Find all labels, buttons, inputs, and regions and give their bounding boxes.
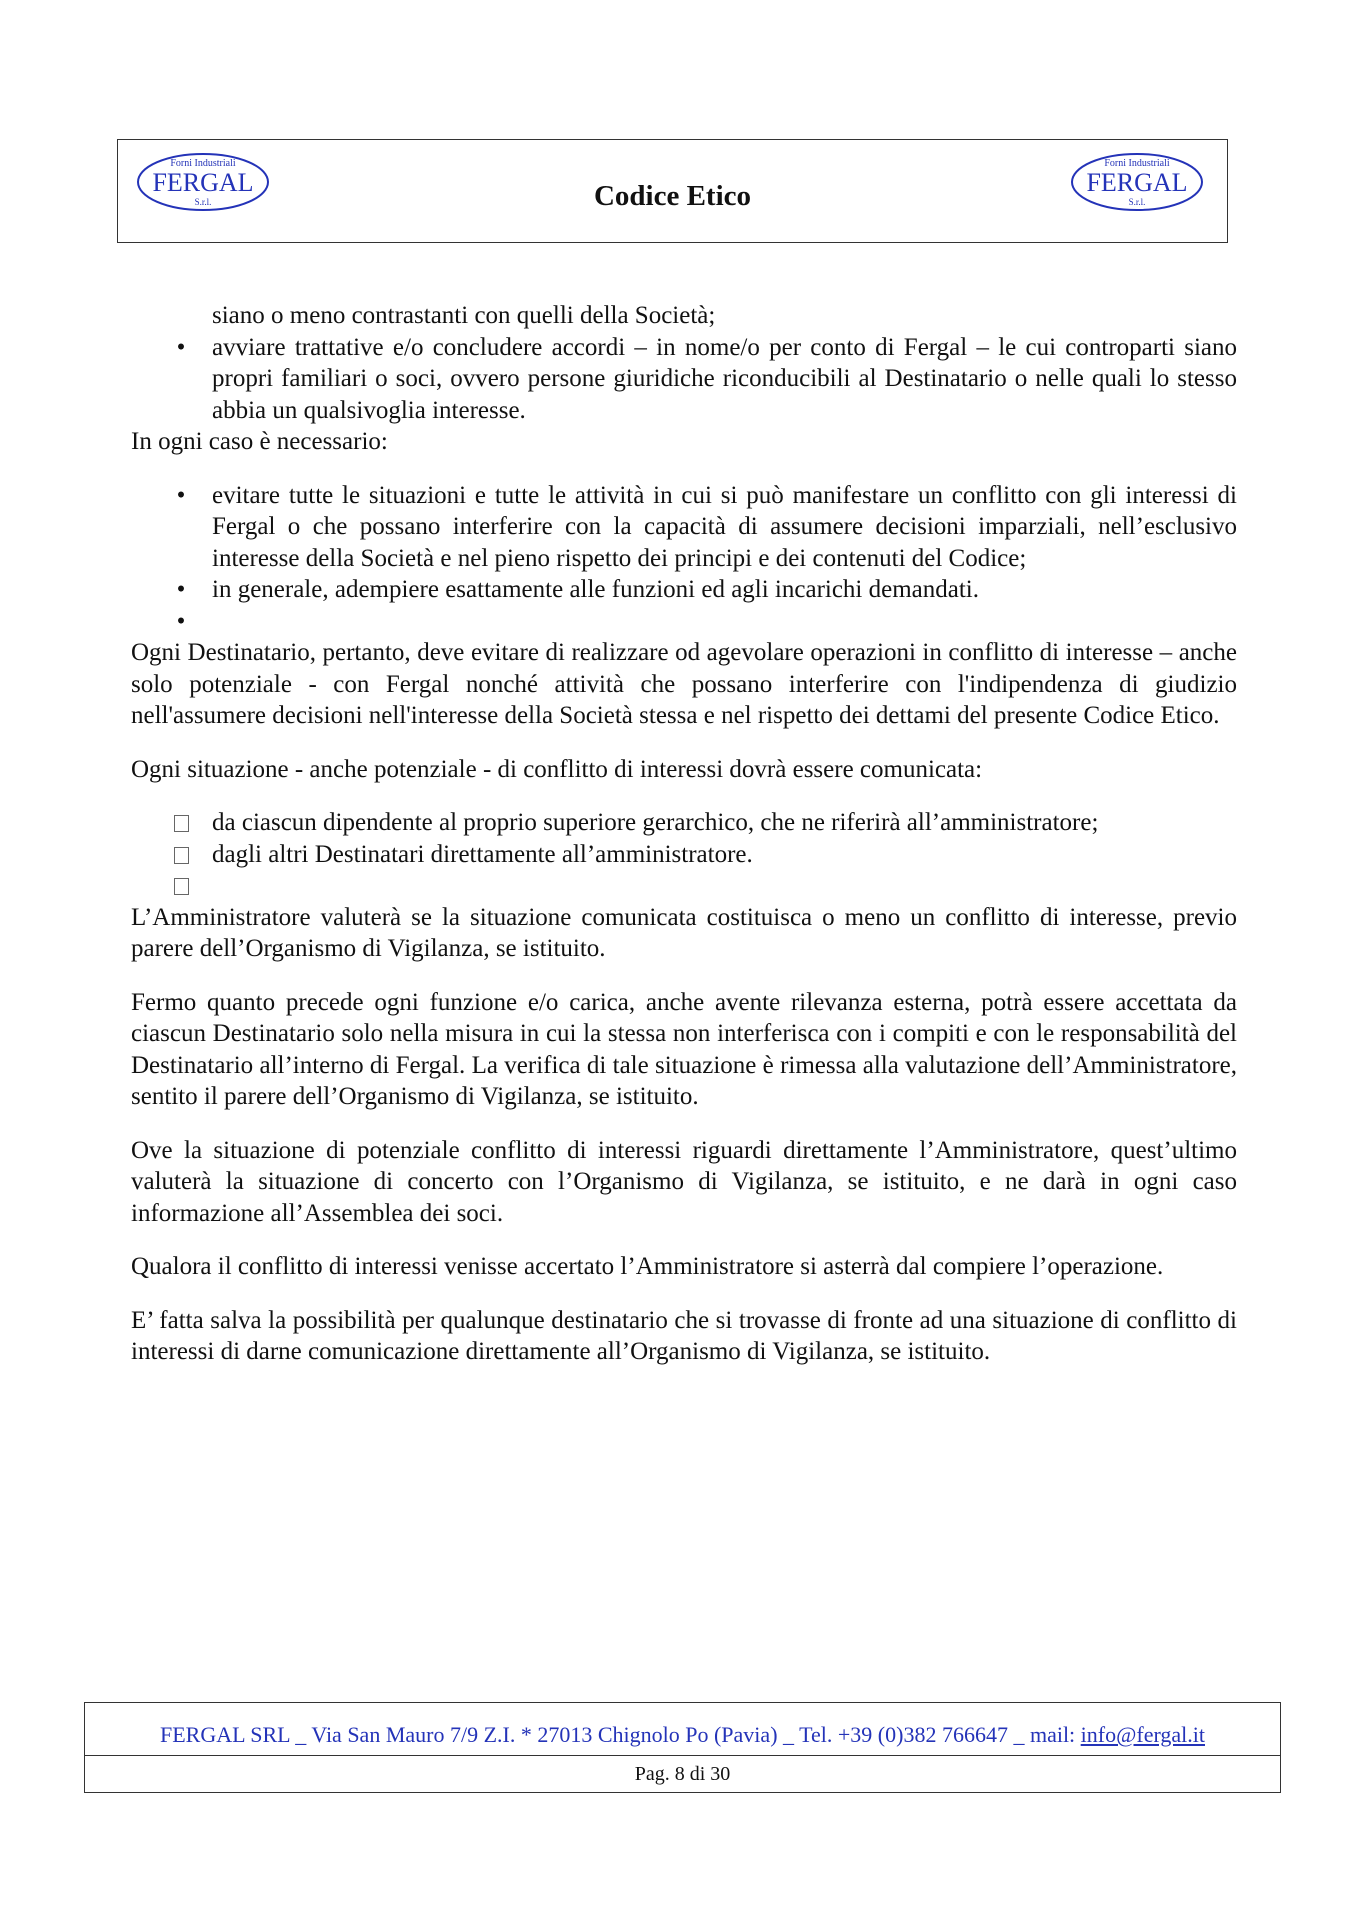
svg-text:Forni Industriali: Forni Industriali xyxy=(1104,158,1170,169)
list-item xyxy=(131,870,1237,902)
checkbox-bullet-icon xyxy=(171,839,191,873)
page-number: Pag. 8 di 30 xyxy=(634,1763,731,1785)
bullet-marker: • xyxy=(176,481,186,509)
list-item xyxy=(131,807,1237,839)
intro-continuation: siano o meno contrastanti con quelli della Società; xyxy=(212,302,716,329)
bullet-marker: • xyxy=(176,607,186,635)
paragraph-destinatario: Ogni Destinatario, pertanto, deve evitare di realizzare od agevolare operazioni in conflitto di interesse – anche solo potenziale - con Fergal nonché attività che possano interferire con l'indipendenza di giudizio nell'assumere decisioni nell'interesse della Società stessa e nel rispetto dei dettami del presente Codice Etico. xyxy=(131,639,1237,729)
bullet-marker: • xyxy=(176,333,186,361)
svg-text:S.r.l.: S.r.l. xyxy=(1128,197,1146,207)
list-item xyxy=(131,839,1237,871)
page-header xyxy=(117,139,1228,243)
list-item xyxy=(131,606,1237,638)
document-title: Codice Etico xyxy=(593,180,752,212)
communication-list xyxy=(131,807,1237,902)
paragraph-comunicata: Ogni situazione - anche potenziale - di conflitto di interessi dovrà essere comunicata: xyxy=(131,755,983,783)
paragraph-ove: Ove la situazione di potenziale conflitto di interessi riguardi direttamente l’Amministratore, quest’ultimo valuterà la situazione di concerto con l’Organismo di Vigilanza, se istituito, e ne darà in ogni caso informazione all’Assemblea dei soci. xyxy=(131,1136,1237,1227)
company-info xyxy=(85,1714,1280,1756)
email-link[interactable]: info@fergal.it xyxy=(1080,1722,1205,1747)
paragraph-fermo: Fermo quanto precede ogni funzione e/o carica, anche avente rilevanza esterna, potrà essere accettata da ciascun Destinatario solo nella misura in cui la stessa non interferisca con i compiti e con le responsabilità del Destinatario all’interno di Fergal. La verifica di tale situazione è rimessa alla valutazione dell’Amministratore, sentito il parere dell’Organismo di Vigilanza, se istituito. xyxy=(131,988,1237,1110)
list-item-text: in generale, adempiere esattamente alle funzioni ed agli incarichi demandati. xyxy=(212,576,980,603)
page-footer xyxy=(84,1702,1281,1793)
checkbox-bullet-icon xyxy=(171,807,191,841)
list-item-text: dagli altri Destinatari direttamente all’amministratore. xyxy=(212,840,753,868)
list-item-text: da ciascun dipendente al proprio superiore gerarchico, che ne riferirà all’amministratore; xyxy=(212,809,1099,836)
necessario-line: In ogni caso è necessario: xyxy=(131,428,388,455)
list-item xyxy=(131,574,1237,606)
svg-text:S.r.l.: S.r.l. xyxy=(194,197,212,207)
list-item-text: avviare trattative e/o concludere accordi – in nome/o per conto di Fergal – le cui controparti siano propri familiari o soci, ovvero persone giuridiche riconducibili al Destinatario o nelle quali lo stesso abbia un qualsivoglia interesse. xyxy=(212,333,1237,424)
paragraph-amministratore: L’Amministratore valuterà se la situazione comunicata costituisca o meno un conflitto di interesse, previo parere dell’Organismo di Vigilanza, se istituito. xyxy=(131,903,1237,962)
list-item xyxy=(131,332,1237,427)
first-bullet-list xyxy=(131,332,1237,427)
svg-text:FERGAL: FERGAL xyxy=(1086,168,1188,197)
paragraph-qualora: Qualora il conflitto di interessi venisse accertato l’Amministratore si asterrà dal compiere l’operazione. xyxy=(131,1253,1164,1280)
svg-text:FERGAL: FERGAL xyxy=(152,168,254,197)
list-item-text: evitare tutte le situazioni e tutte le attività in cui si può manifestare un conflitto con gli interessi di Fergal o che possano interferire con la capacità di assumere decisioni imparziali, nell’esclusivo interesse della Società e nel pieno rispetto dei principi e dei contenuti del Codice; xyxy=(212,481,1237,572)
paragraph-salva: E’ fatta salva la possibilità per qualunque destinatario che si trovasse di fronte ad una situazione di conflitto di interessi di darne comunicazione direttamente all’Organismo di Vigilanza, se istituito. xyxy=(131,1306,1237,1365)
bullet-marker: • xyxy=(176,576,186,603)
checkbox-bullet-icon xyxy=(171,870,191,904)
second-bullet-list xyxy=(131,480,1237,638)
svg-text:Forni Industriali: Forni Industriali xyxy=(170,158,236,169)
list-item xyxy=(131,480,1237,575)
company-address: FERGAL SRL _ Via San Mauro 7/9 Z.I. * 27013 Chignolo Po (Pavia) _ Tel. +39 (0)382 766647 _ mail: xyxy=(160,1722,1081,1747)
document-body xyxy=(131,300,1237,1368)
fergal-logo xyxy=(1067,147,1207,217)
